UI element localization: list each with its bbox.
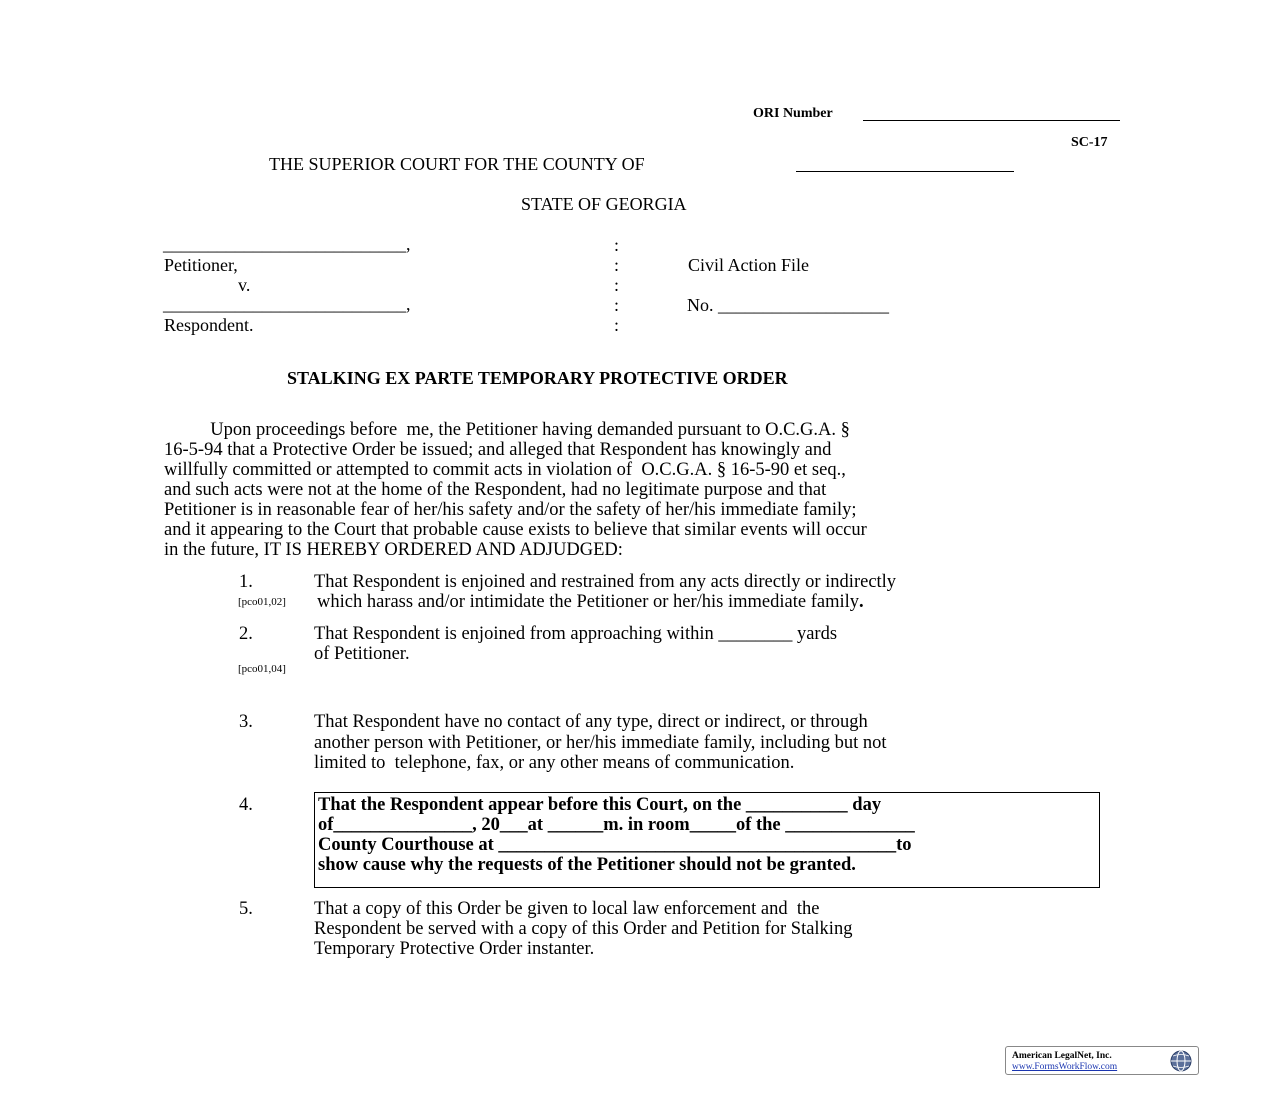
item-number: 5. <box>239 899 253 919</box>
respondent-name-blank[interactable]: ___________________________, <box>163 294 411 314</box>
item-3-text: That Respondent have no contact of any type, direct or indirect, or through <box>314 712 868 732</box>
item-5-text: That a copy of this Order be given to local law enforcement and the <box>314 899 820 919</box>
document-title: STALKING EX PARTE TEMPORARY PROTECTIVE ORDER <box>287 368 788 388</box>
item-3-text: limited to telephone, fax, or any other means of communication. <box>314 753 795 773</box>
publisher-logo <box>1005 1046 1199 1075</box>
caption-colon: : <box>614 235 620 255</box>
caption-colon: : <box>614 255 620 275</box>
petitioner-name-blank[interactable]: ___________________________, <box>163 234 411 254</box>
item-4-text: show cause why the requests of the Petitioner should not be granted. <box>318 855 856 875</box>
intro-paragraph <box>164 420 1124 560</box>
intro-line: and such acts were not at the home of the Respondent, had no legitimate purpose and that <box>164 480 827 500</box>
intro-line: Upon proceedings before me, the Petitioner having demanded pursuant to O.C.G.A. § <box>164 420 850 440</box>
form-code: SC-17 <box>1071 135 1108 150</box>
state-heading: STATE OF GEORGIA <box>521 194 687 214</box>
item-number: 1. <box>239 572 253 592</box>
item-4-text[interactable]: of_______________, 20___at ______m. in room_____of the ______________ <box>318 815 915 835</box>
respondent-label: Respondent. <box>164 315 254 335</box>
county-blank[interactable] <box>796 171 1014 172</box>
court-heading: THE SUPERIOR COURT FOR THE COUNTY OF <box>269 154 645 174</box>
item-number: 4. <box>239 795 253 815</box>
item-2-text: That Respondent is enjoined from approaching within ________ yards <box>314 624 838 644</box>
globe-icon <box>1168 1049 1194 1073</box>
item-2-text: of Petitioner. <box>314 644 410 664</box>
ori-number-blank[interactable] <box>863 120 1120 121</box>
petitioner-label: Petitioner, <box>164 255 238 275</box>
caption-colon: : <box>614 315 620 335</box>
item-1-code: [pco01,02] <box>238 596 286 608</box>
publisher-name: American LegalNet, Inc. <box>1012 1051 1112 1061</box>
item-4-text[interactable]: That the Respondent appear before this Court, on the ___________ day <box>318 795 882 815</box>
intro-line: willfully committed or attempted to commit acts in violation of O.C.G.A. § 16-5-90 et seq., <box>164 460 846 480</box>
item-number: 2. <box>239 624 253 644</box>
publisher-link[interactable]: www.FormsWorkFlow.com <box>1012 1062 1118 1072</box>
intro-line: Petitioner is in reasonable fear of her/his safety and/or the safety of her/his immediate family; <box>164 500 857 520</box>
item-5-text: Respondent be served with a copy of this Order and Petition for Stalking <box>314 919 853 939</box>
item-number: 3. <box>239 712 253 732</box>
item-2-code: [pco01,04] <box>238 663 286 675</box>
hearing-notice-box <box>314 792 1100 888</box>
caption-colon: : <box>614 295 620 315</box>
item-1-line2: which harass and/or intimidate the Petitioner or her/his immediate family <box>317 592 860 612</box>
intro-line: 16-5-94 that a Protective Order be issued; and alleged that Respondent has knowingly and <box>164 440 832 460</box>
civil-action-label: Civil Action File <box>688 255 810 275</box>
intro-line: and it appearing to the Court that probable cause exists to believe that similar events will occur <box>164 520 867 540</box>
item-1-period: . <box>859 592 864 612</box>
ori-number-label: ORI Number <box>753 106 833 121</box>
item-3-text: another person with Petitioner, or her/his immediate family, including but not <box>314 733 887 753</box>
caption-colon: : <box>614 275 620 295</box>
item-4-text[interactable]: County Courthouse at ___________________________________________to <box>318 835 912 855</box>
item-1-text: That Respondent is enjoined and restrained from any acts directly or indirectly <box>314 572 897 592</box>
case-number-field[interactable]: No. ___________________ <box>687 295 889 315</box>
item-1-text <box>317 593 864 612</box>
intro-line: in the future, IT IS HEREBY ORDERED AND ADJUDGED: <box>164 540 623 560</box>
item-5-text: Temporary Protective Order instanter. <box>314 939 595 959</box>
versus-label: v. <box>238 275 251 295</box>
